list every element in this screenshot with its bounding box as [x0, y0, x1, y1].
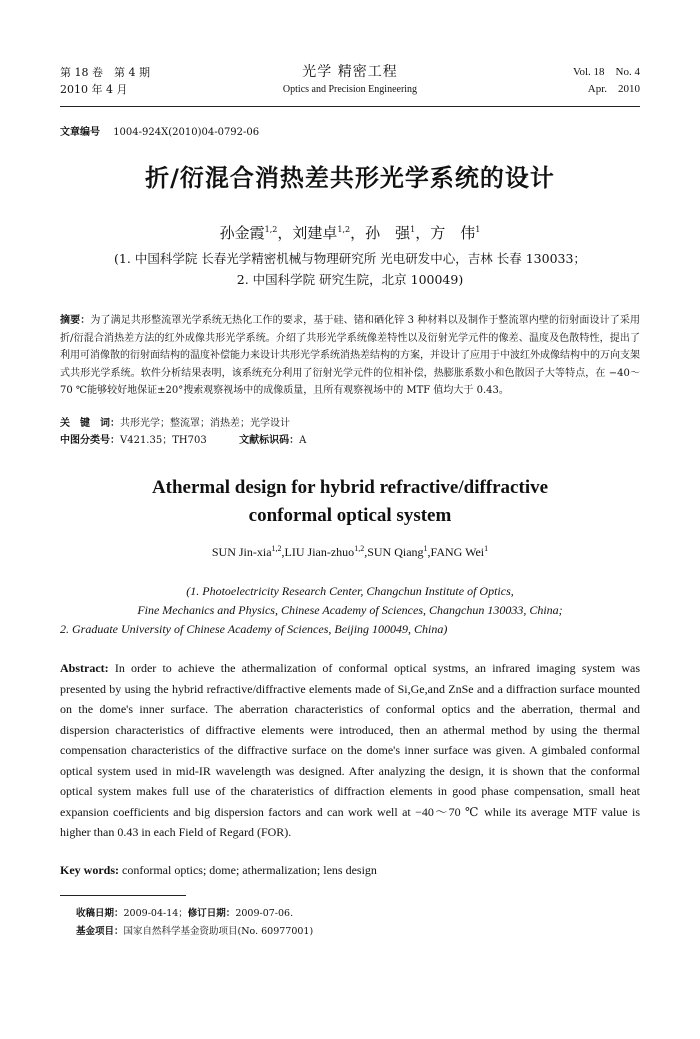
clc-value: V421.35；TH703: [120, 435, 207, 446]
author-affil-mark: 1: [484, 544, 489, 553]
affiliation-line: (1. Photoelectricity Research Center, Changchun Institute of Optics,: [186, 584, 514, 598]
affiliation-line: 2. Graduate University of Chinese Academy of Sciences, Beijing 100049, China): [60, 622, 448, 636]
author-affil-mark: 1,2: [337, 225, 351, 234]
article-number-label: 文章编号: [60, 127, 100, 138]
journal-title-cn: 光学 精密工程: [302, 64, 398, 80]
footnote-dates: [76, 905, 293, 919]
author-name: ，方 伟: [415, 224, 476, 242]
affiliation-line: (1. 中国科学院 长春光学精密机械与物理研究所 光电研发中心，吉林 长春 130033；: [114, 251, 586, 266]
author-affil-mark: 1: [423, 544, 428, 553]
classification-codes: [60, 431, 306, 446]
doc-code-value: A: [299, 435, 307, 446]
abstract-text: 为了满足共形整流罩光学系统无热化工作的要求，基于硅、锗和硒化锌 3 种材料以及制作于整流罩内壁的衍射面设计了采用折/衍混合消热差方法的红外成像共形光学系统。介绍了共形光学系统像差特性以及衍射光学元件的像差、温度及色散特性，提出了利用可消像散的衍射面结构的温度补偿能力来设计共形光学系统消热差结构的方案，并设计了应用于中波红外成像结构中的万向支架式共形光学系统。软件分析结果表明，该系统充分利用了衍射光学元件的位相补偿，热膨胀系数小和色散因子大等特点，在 −40～70 ℃能够较好地保证±20°搜索观察视场中的成像质量，且所有观察视场中的 MTF 值均大于 0.43。: [60, 315, 640, 396]
author-name: ,SUN Qiang: [364, 545, 424, 559]
english-keywords: [60, 863, 377, 878]
abstract-label: Abstract:: [60, 661, 109, 675]
affiliation-line: 2. 中国科学院 研究生院，北京 100049): [236, 272, 464, 287]
author-affil-mark: 1: [410, 225, 416, 234]
english-authors: [60, 544, 640, 560]
english-affiliations: [60, 582, 640, 639]
header-rule: [60, 106, 640, 107]
english-abstract: [60, 658, 640, 843]
received-label: 收稿日期：: [76, 908, 124, 919]
author-affil-mark: 1,2: [354, 544, 365, 553]
header-right: [573, 64, 640, 98]
vol-issue-cn: 第 18 卷 第 4 期: [60, 66, 150, 79]
abstract-text: In order to achieve the athermalization of conformal optical systms, an infrared imaging system was presented by using the hybrid refractive/diffractive elements made of Si,Ge,and ZnSe and a diffraction surface mounted on the dome's inner surface. The aberration characteristics of conformal optics and the aberration, thermal and dispersion characteristics of diffractive elements were introduced, then an athermal method by using the thermal compensation characteristics of the diffractive surface on the dome's inner surface was given. A gimbaled conformal optical system used in mid-IR wavelength was designed. After analyzing the design, it is shown that the conformal optical system makes full use of the charateristics of diffraction elements in good phase compensation, small heat expansion coefficients and big dispersion factors and can work well at −40～70 ℃ while its average MTF value is higher than 0.43 in each Field of Regard (FOR).: [60, 661, 640, 839]
english-title-line: conformal optical system: [248, 505, 452, 526]
keywords-value: 共形光学；整流罩；消热差；光学设计: [120, 418, 290, 429]
chinese-affiliations: [60, 248, 640, 290]
journal-title-en: Optics and Precision Engineering: [282, 84, 418, 95]
affiliation-line: Fine Mechanics and Physics, Chinese Academy of Sciences, Changchun 130033, China;: [137, 603, 563, 617]
article-number-value: 1004-924X(2010)04-0792-06: [113, 127, 260, 138]
revised-date: 2009-07-06.: [235, 908, 294, 919]
english-title: [60, 474, 640, 530]
author-name: ，刘建卓: [277, 224, 338, 242]
keywords-label: Key words:: [60, 863, 119, 877]
revised-label: 修订日期：: [187, 908, 236, 919]
author-name: SUN Jin-xia: [211, 545, 272, 559]
author-affil-mark: 1,2: [271, 544, 282, 553]
author-name: ,FANG Wei: [427, 545, 485, 559]
fund-value: 国家自然科学基金资助项目(No. 60977001): [123, 926, 314, 937]
chinese-title: 折/衍混合消热差共形光学系统的设计: [145, 164, 555, 192]
chinese-authors: [60, 222, 640, 243]
article-number: [60, 123, 259, 138]
footnote-rule: [60, 895, 186, 896]
author-name: 孙金霞: [219, 224, 265, 242]
footnote-funding: [76, 923, 313, 937]
vol-issue-en: Vol. 18 No. 4: [572, 66, 640, 78]
author-affil-mark: 1,2: [264, 225, 278, 234]
doc-code-label: 文献标识码：: [239, 435, 300, 446]
running-header: [60, 64, 640, 104]
author-name: ，孙 强: [350, 224, 411, 242]
header-center: [60, 64, 640, 98]
date-en: Apr. 2010: [587, 83, 640, 95]
chinese-abstract: [60, 312, 640, 400]
chinese-keywords: [60, 414, 290, 429]
keywords-label: 关 键 词：: [60, 418, 120, 429]
clc-label: 中图分类号：: [60, 435, 120, 446]
date-cn: 2010 年 4 月: [60, 83, 128, 96]
received-date: 2009-04-14；: [123, 908, 188, 919]
english-title-line: Athermal design for hybrid refractive/diffractive: [151, 477, 549, 498]
fund-label: 基金项目：: [76, 926, 124, 937]
author-name: ,LIU Jian-zhuo: [281, 545, 355, 559]
keywords-value: conformal optics; dome; athermalization; lens design: [119, 863, 377, 877]
abstract-label: 摘要：: [60, 315, 91, 326]
author-affil-mark: 1: [475, 225, 481, 234]
